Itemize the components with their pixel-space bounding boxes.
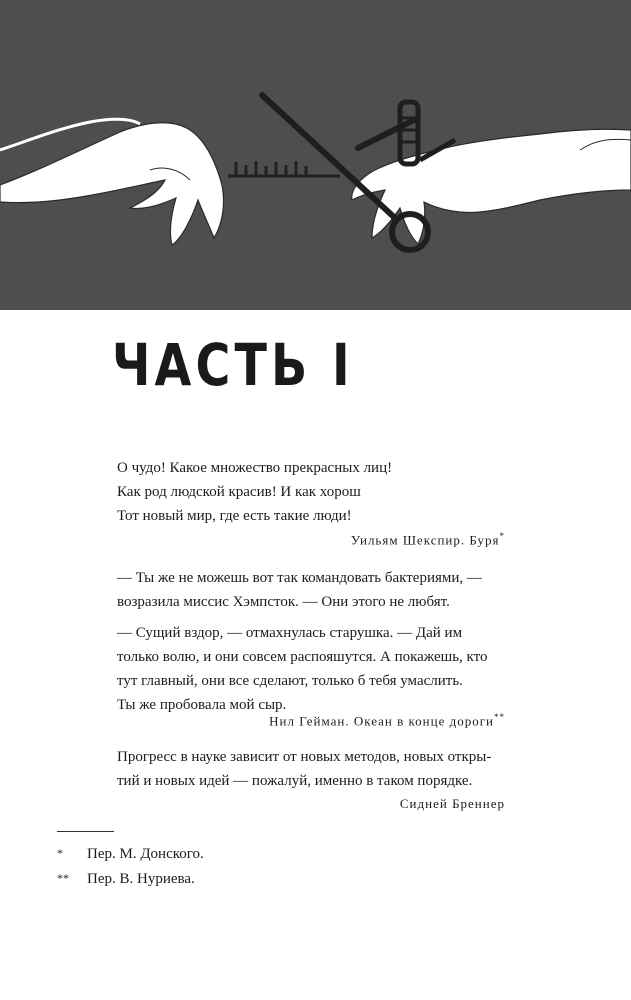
attribution-text: Уильям Шекспир. Буря [350,532,500,548]
epigraph-1-line-1: О чудо! Какое множество прекрасных лиц! [117,460,393,476]
epigraph-3-line-2: тий и новых идей — пожалуй, именно в таком порядке. [117,773,473,789]
footnote-divider [57,831,114,832]
attribution-text: Нил Гейман. Океан в конце дороги [269,713,494,729]
part-title: ЧАСТЬ I [112,331,354,399]
epigraph-1-attribution [351,532,505,546]
epigraph-3-line-1: Прогресс в науке зависит от новых методов, новых откры- [117,749,492,765]
epigraph-2-p2-line-3: тут главный, они все сделают, только б тебя умаслить. [117,673,463,689]
footnote-mark: * [499,531,505,541]
footnote-mark: ** [494,712,505,722]
epigraph-2-p1-line-2: возразила миссис Хэмпсток. — Они этого не любят. [117,594,450,610]
hands-with-scissors-icon [0,0,631,310]
epigraph-3-attribution: Сидней Бреннер [399,796,505,811]
epigraph-1-line-3: Тот новый мир, где есть такие люди! [117,508,352,524]
footnote-2 [57,872,195,887]
epigraph-2-attribution [269,713,505,727]
footnote-2-mark: ** [57,871,69,885]
epigraph-2-p1-line-1: — Ты же не можешь вот так командовать бактериями, — [117,570,482,586]
epigraph-2-p2-line-1: — Сущий вздор, — отмахнулась старушка. — Дай им [117,625,463,641]
epigraph-2-p2-line-4: Ты же пробовала мой сыр. [117,697,287,713]
epigraph-1-line-2: Как род людской красив! И как хорош [117,484,361,500]
footnote-1-text: Пер. М. Донского. [87,846,204,862]
footnote-1-mark: * [57,846,63,860]
epigraph-2-p2-line-2: только волю, и они совсем распояшутся. А покажешь, кто [117,649,488,665]
footnote-1 [57,847,204,862]
cover-illustration [0,0,631,310]
footnote-2-text: Пер. В. Нуриева. [87,871,195,887]
